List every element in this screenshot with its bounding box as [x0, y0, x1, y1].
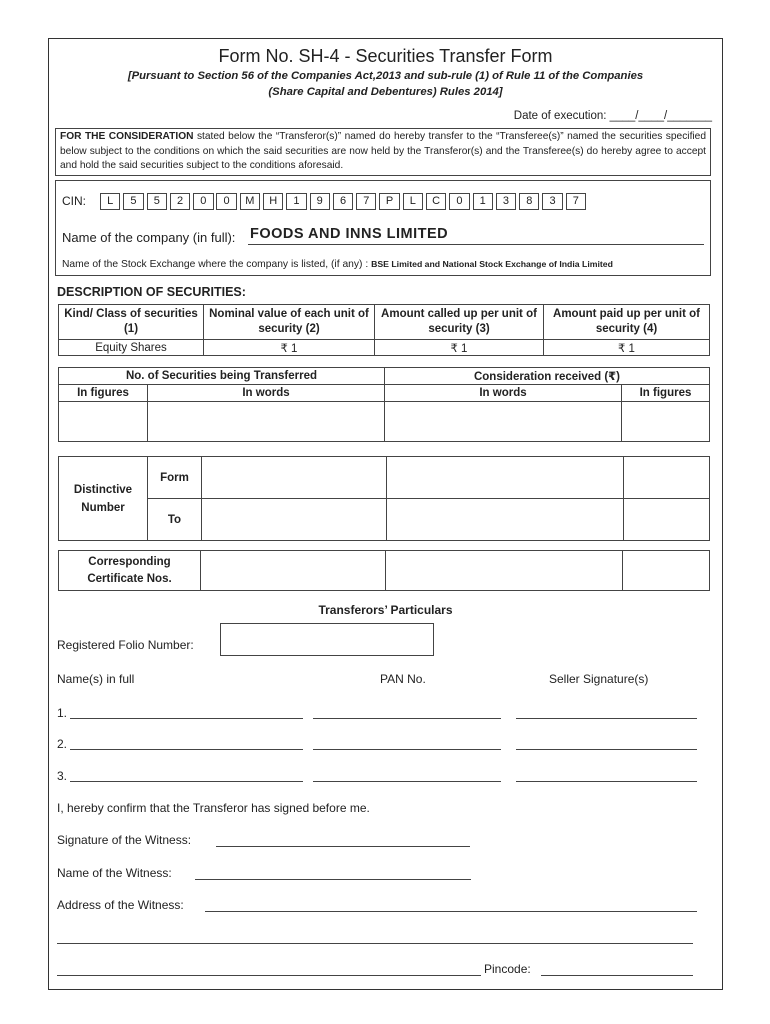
signature-line-3[interactable] [516, 781, 697, 782]
witness-confirmation: I, hereby confirm that the Transferor has signed before me. [57, 801, 370, 815]
pincode-line[interactable] [541, 975, 693, 976]
securities-header-called: Amount called up per unit of security (3) [375, 305, 544, 340]
pan-line-2[interactable] [313, 749, 501, 750]
form-subtitle [48, 68, 723, 100]
consideration-text: stated below the “Transferor(s)” named do hereby transfer to the “Transferee(s)” named the securities specified below subject to the conditions on which the said securities are now held by the Transferor(s) and the Transferee(s) do hereby agree to accept and hold the said securities subject to the conditions aforesaid. [60, 131, 707, 171]
securities-header-kind: Kind/ Class of securities (1) [59, 305, 204, 340]
folio-input[interactable] [220, 623, 434, 656]
signature-line-1[interactable] [516, 718, 697, 719]
figures-header-1: In figures [59, 385, 148, 402]
cin-char: H [263, 193, 283, 210]
signature-line-2[interactable] [516, 749, 697, 750]
securities-header-nominal: Nominal value of each unit of security (2) [204, 305, 375, 340]
name-line-3[interactable] [70, 781, 303, 782]
cin-char: M [240, 193, 260, 210]
pan-line-3[interactable] [313, 781, 501, 782]
subtitle-line-1: [Pursuant to Section 56 of the Companies Act,2013 and sub-rule (1) of Rule 11 of the Companies [127, 70, 644, 82]
cin-char: 3 [496, 193, 516, 210]
securities-table [58, 304, 710, 356]
certificate-input-2[interactable] [386, 551, 623, 591]
cin-char: 0 [449, 193, 469, 210]
row-number: 3. [57, 769, 68, 783]
figures-header-2: In figures [622, 385, 710, 402]
cin-char: 1 [473, 193, 493, 210]
consideration-words-input[interactable] [385, 402, 622, 442]
distinctive-to-input-3[interactable] [624, 499, 710, 541]
name-line-2[interactable] [70, 749, 303, 750]
folio-label: Registered Folio Number: [57, 638, 194, 652]
transferor-heading: Transferors’ Particulars [318, 603, 453, 617]
words-header-2: In words [385, 385, 622, 402]
distinctive-from-input-2[interactable] [387, 457, 624, 499]
cin-char: 7 [566, 193, 586, 210]
description-heading: DESCRIPTION OF SECURITIES: [57, 285, 246, 299]
securities-nominal: ₹ 1 [204, 340, 375, 356]
distinctive-to-input-1[interactable] [202, 499, 387, 541]
distinctive-label: Distinctive Number [59, 457, 148, 541]
cin-label: CIN: [62, 194, 86, 208]
consideration-lead: FOR THE CONSIDERATION [60, 131, 194, 142]
securities-figures-input[interactable] [59, 402, 148, 442]
securities-paid: ₹ 1 [544, 340, 710, 356]
cin-char: L [100, 193, 120, 210]
distinctive-to-input-2[interactable] [387, 499, 624, 541]
witness-address-line-1[interactable] [205, 911, 697, 912]
securities-kind: Equity Shares [59, 340, 204, 356]
pincode-label: Pincode: [484, 962, 531, 976]
cin-char: P [379, 193, 399, 210]
cin-char: 8 [519, 193, 539, 210]
witness-signature-line[interactable] [216, 846, 470, 847]
no-securities-header: No. of Securities being Transferred [59, 368, 385, 385]
transfer-table [58, 367, 710, 442]
cin-char: 6 [333, 193, 353, 210]
cin-boxes [100, 193, 589, 210]
cin-char: 0 [216, 193, 236, 210]
row-number: 1. [57, 706, 68, 720]
witness-address-line-3[interactable] [57, 975, 481, 976]
certificate-label: Corresponding Certificate Nos. [59, 551, 201, 591]
witness-signature-label: Signature of the Witness: [57, 833, 192, 847]
cin-char: L [403, 193, 423, 210]
distinctive-from-input-1[interactable] [202, 457, 387, 499]
consideration-statement [55, 128, 711, 176]
securities-words-input[interactable] [148, 402, 385, 442]
words-header-1: In words [148, 385, 385, 402]
distinctive-table [58, 456, 710, 541]
securities-called: ₹ 1 [375, 340, 544, 356]
date-of-execution[interactable]: Date of execution: ____/____/_______ [513, 110, 712, 122]
stock-exchange-line [62, 259, 613, 270]
cin-char: 3 [542, 193, 562, 210]
certificate-table [58, 550, 710, 591]
company-name-value: FOODS AND INNS LIMITED [250, 226, 449, 242]
company-name-label: Name of the company (in full): [62, 230, 236, 245]
distinctive-to-label: To [148, 499, 202, 541]
row-number: 2. [57, 737, 68, 751]
consideration-figures-input[interactable] [622, 402, 710, 442]
consideration-header: Consideration received (₹) [385, 368, 710, 385]
form-title: Form No. SH-4 - Securities Transfer Form [218, 46, 553, 66]
cin-char: 2 [170, 193, 190, 210]
distinctive-from-input-3[interactable] [624, 457, 710, 499]
cin-char: 9 [310, 193, 330, 210]
witness-name-label: Name of the Witness: [57, 866, 172, 880]
cin-char: 5 [147, 193, 167, 210]
stock-exchange-label: Name of the Stock Exchange where the company is listed, (if any) : [62, 259, 369, 270]
company-name-underline [248, 244, 704, 245]
distinctive-from-label: Form [148, 457, 202, 499]
cin-char: 7 [356, 193, 376, 210]
witness-address-line-2[interactable] [57, 943, 693, 944]
cin-char: 5 [123, 193, 143, 210]
witness-address-label: Address of the Witness: [57, 898, 184, 912]
cin-char: 1 [286, 193, 306, 210]
subtitle-line-2: (Share Capital and Debentures) Rules 2014] [268, 86, 503, 98]
cin-char: C [426, 193, 446, 210]
names-label: Name(s) in full [57, 672, 135, 686]
stock-exchange-value: BSE Limited and National Stock Exchange of India Limited [371, 259, 613, 269]
pan-label: PAN No. [380, 672, 426, 686]
cin-char: 0 [193, 193, 213, 210]
witness-name-line[interactable] [195, 879, 471, 880]
name-line-1[interactable] [70, 718, 303, 719]
pan-line-1[interactable] [313, 718, 501, 719]
securities-header-paid: Amount paid up per unit of security (4) [544, 305, 710, 340]
certificate-input-1[interactable] [201, 551, 386, 591]
certificate-input-3[interactable] [623, 551, 710, 591]
signature-label: Seller Signature(s) [549, 672, 649, 686]
